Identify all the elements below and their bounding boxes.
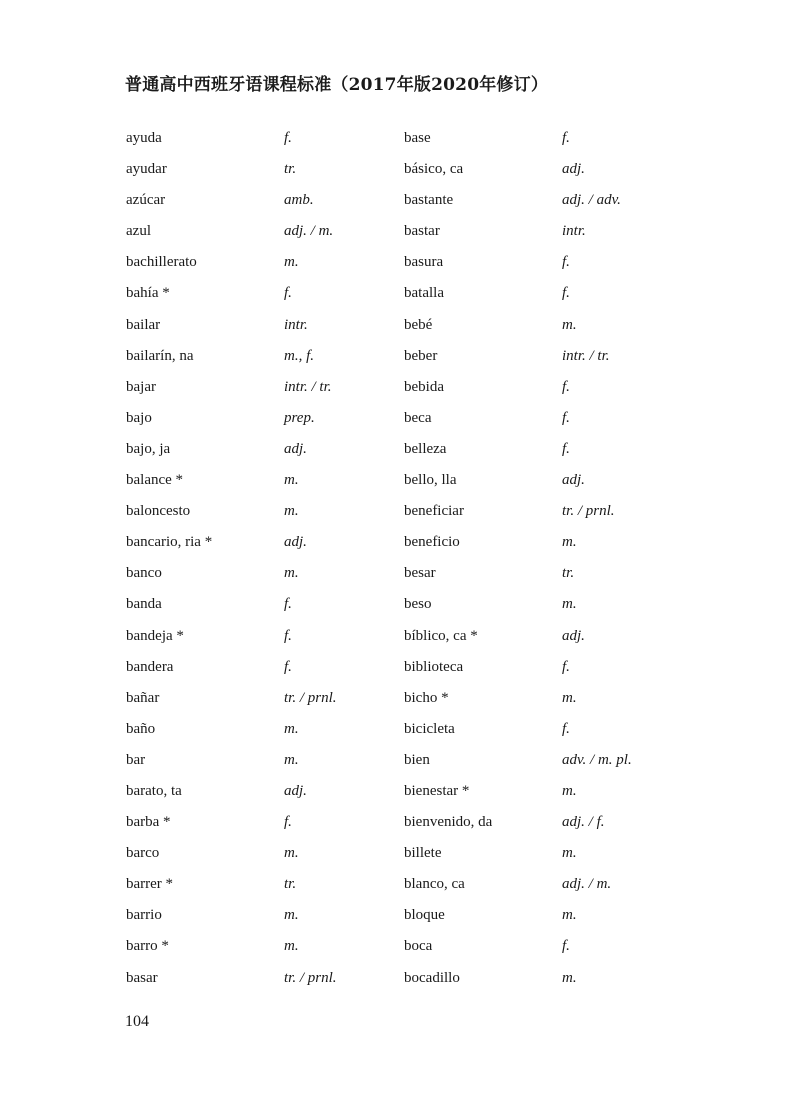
word-right: bienestar *: [404, 782, 470, 799]
vocab-row: [0, 964, 800, 995]
pos-left: tr.: [284, 876, 297, 893]
pos-right: adj.: [562, 161, 585, 178]
vocab-row: [0, 684, 800, 715]
pos-right: f.: [562, 720, 570, 737]
word-left: ayudar: [126, 161, 167, 178]
word-right: beneficiar: [404, 503, 464, 520]
pos-left: adj.: [284, 534, 307, 551]
vocab-row: [0, 217, 800, 248]
pos-right: m.: [562, 782, 577, 799]
word-left: basar: [126, 969, 158, 986]
word-right: beca: [404, 409, 432, 426]
pos-right: f.: [562, 409, 570, 426]
pos-right: adv. / m. pl.: [562, 751, 632, 768]
word-left: bachillerato: [126, 254, 197, 271]
vocab-row: [0, 590, 800, 621]
vocab-row: [0, 311, 800, 342]
vocab-row: [0, 622, 800, 653]
word-right: beso: [404, 596, 432, 613]
word-left: balance *: [126, 472, 184, 489]
vocab-row: [0, 373, 800, 404]
word-right: beber: [404, 347, 438, 364]
pos-left: f.: [284, 814, 292, 831]
vocab-row: [0, 839, 800, 870]
vocab-row: [0, 186, 800, 217]
pos-right: adj. / adv.: [562, 192, 621, 209]
page-number: 104: [125, 1013, 149, 1030]
pos-left: prep.: [284, 409, 315, 426]
word-right: bebida: [404, 378, 444, 395]
word-left: baño: [126, 720, 156, 737]
page-header-title: 普通高中西班牙语课程标准（2017年版2020年修订）: [125, 75, 549, 95]
pos-right: adj.: [562, 472, 585, 489]
word-left: bahía *: [126, 285, 170, 302]
word-right: besar: [404, 565, 436, 582]
pos-right: f.: [562, 440, 570, 457]
word-left: bailarín, na: [126, 347, 194, 364]
word-left: banda: [126, 596, 162, 613]
word-right: bloque: [404, 907, 445, 924]
pos-right: f.: [562, 938, 570, 955]
word-right: biblioteca: [404, 658, 464, 675]
pos-right: intr. / tr.: [562, 347, 610, 364]
pos-left: adj.: [284, 782, 307, 799]
pos-right: m.: [562, 845, 577, 862]
vocab-row: [0, 279, 800, 310]
pos-right: m.: [562, 689, 577, 706]
word-right: bienvenido, da: [404, 814, 493, 831]
vocab-row: [0, 404, 800, 435]
word-right: belleza: [404, 440, 447, 457]
word-left: barco: [126, 845, 160, 862]
pos-left: m.: [284, 503, 299, 520]
vocab-row: [0, 870, 800, 901]
pos-right: tr.: [562, 565, 575, 582]
word-right: beneficio: [404, 534, 460, 551]
pos-right: f.: [562, 254, 570, 271]
word-left: banco: [126, 565, 162, 582]
word-right: bicho *: [404, 689, 449, 706]
word-left: bar: [126, 751, 146, 768]
word-right: bocadillo: [404, 969, 460, 986]
word-left: barrio: [126, 907, 162, 924]
pos-left: m.: [284, 720, 299, 737]
vocab-row: [0, 777, 800, 808]
vocab-row: [0, 653, 800, 684]
pos-left: amb.: [284, 192, 314, 209]
word-left: bandera: [126, 658, 174, 675]
word-left: barrer *: [126, 876, 174, 893]
word-right: básico, ca: [404, 161, 464, 178]
pos-left: m.: [284, 254, 299, 271]
pos-left: tr. / prnl.: [284, 969, 337, 986]
word-left: bañar: [126, 689, 160, 706]
word-left: bancario, ria *: [126, 534, 213, 551]
pos-left: tr. / prnl.: [284, 689, 337, 706]
word-right: bello, lla: [404, 472, 457, 489]
word-left: bajo, ja: [126, 440, 171, 457]
pos-right: m.: [562, 907, 577, 924]
pos-left: m.: [284, 845, 299, 862]
pos-left: m.: [284, 751, 299, 768]
pos-right: intr.: [562, 223, 586, 240]
pos-left: adj. / m.: [284, 223, 334, 240]
vocab-row: [0, 497, 800, 528]
word-right: bicicleta: [404, 720, 455, 737]
word-right: base: [404, 130, 431, 146]
word-left: baloncesto: [126, 503, 191, 520]
pos-right: f.: [562, 658, 570, 675]
word-right: blanco, ca: [404, 876, 465, 893]
vocab-row: [0, 342, 800, 373]
vocab-row: [0, 932, 800, 963]
pos-left: m.: [284, 565, 299, 582]
word-right: basura: [404, 254, 444, 271]
pos-left: tr.: [284, 161, 297, 178]
pos-left: m., f.: [284, 347, 314, 364]
word-left: azul: [126, 223, 151, 240]
word-left: barba *: [126, 814, 171, 831]
word-left: barato, ta: [126, 782, 182, 799]
pos-left: f.: [284, 285, 292, 302]
word-right: bastante: [404, 192, 454, 209]
word-left: barro *: [126, 938, 169, 955]
vocab-row: [0, 248, 800, 279]
word-left: azúcar: [126, 192, 166, 209]
pos-right: tr. / prnl.: [562, 503, 615, 520]
pos-right: m.: [562, 534, 577, 551]
pos-left: adj.: [284, 440, 307, 457]
word-left: bajar: [126, 378, 156, 395]
vocab-row: [0, 528, 800, 559]
pos-right: adj. / f.: [562, 814, 605, 831]
vocab-row: [0, 466, 800, 497]
pos-right: m.: [562, 969, 577, 986]
pos-right: adj.: [562, 627, 585, 644]
pos-left: f.: [284, 627, 292, 644]
pos-left: f.: [284, 658, 292, 675]
pos-left: m.: [284, 907, 299, 924]
pos-right: f.: [562, 378, 570, 395]
pos-right: m.: [562, 316, 577, 333]
word-right: boca: [404, 938, 433, 955]
pos-right: f.: [562, 130, 570, 146]
word-left: ayuda: [126, 130, 162, 146]
word-right: bíblico, ca *: [404, 627, 478, 644]
word-right: bebé: [404, 316, 433, 333]
vocab-row: [0, 715, 800, 746]
pos-left: intr.: [284, 316, 308, 333]
vocabulary-list: [0, 124, 800, 995]
vocab-row: [0, 124, 800, 155]
pos-right: adj. / m.: [562, 876, 612, 893]
pos-left: m.: [284, 472, 299, 489]
word-left: bajo: [126, 409, 152, 426]
vocab-row: [0, 808, 800, 839]
word-right: bien: [404, 751, 430, 768]
pos-left: f.: [284, 596, 292, 613]
word-left: bailar: [126, 316, 161, 333]
vocab-row: [0, 901, 800, 932]
pos-right: f.: [562, 285, 570, 302]
pos-left: m.: [284, 938, 299, 955]
vocab-row: [0, 155, 800, 186]
pos-left: intr. / tr.: [284, 378, 332, 395]
pos-left: f.: [284, 130, 292, 146]
pos-right: m.: [562, 596, 577, 613]
word-right: bastar: [404, 223, 440, 240]
vocab-row: [0, 746, 800, 777]
word-left: bandeja *: [126, 627, 184, 644]
word-right: batalla: [404, 285, 444, 302]
vocab-row: [0, 559, 800, 590]
vocab-row: [0, 435, 800, 466]
word-right: billete: [404, 845, 442, 862]
